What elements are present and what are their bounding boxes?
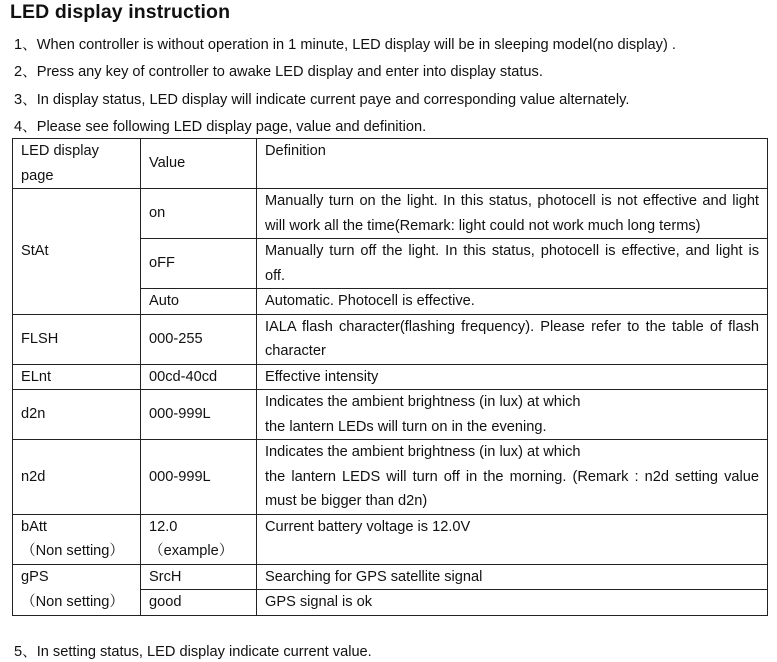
table-row (13, 564, 768, 590)
gps-good-definition: GPS signal is ok (257, 590, 768, 616)
d2n-value: 000-999L (141, 390, 257, 440)
stat-auto-definition: Automatic. Photocell is effective. (257, 289, 768, 315)
intro-line-2: 2、Press any key of controller to awake LED display and enter into display status. (14, 64, 543, 80)
batt-value-line-2: （example） (149, 543, 234, 559)
gps-srch-value: SrcH (141, 564, 257, 590)
batt-page-line-2: （Non setting） (21, 543, 125, 559)
n2d-value: 000-999L (141, 440, 257, 515)
batt-page-cell (13, 514, 141, 564)
batt-value-cell (141, 514, 257, 564)
batt-page-line-1: bAtt (21, 518, 47, 535)
d2n-definition (257, 390, 768, 440)
stat-off-definition: Manually turn off the light. In this status, photocell is effective, and light is off. (257, 239, 768, 289)
table-row (13, 364, 768, 390)
table-row (13, 189, 768, 239)
stat-off-value: oFF (141, 239, 257, 289)
n2d-page-cell: n2d (13, 440, 141, 515)
header-page-cell (13, 139, 141, 189)
page-title: LED display instruction (10, 1, 231, 23)
elnt-value: 00cd-40cd (141, 364, 257, 390)
header-definition-cell: Definition (257, 139, 768, 189)
header-value-cell: Value (141, 139, 257, 189)
batt-value-line-1: 12.0 (149, 518, 178, 535)
flsh-definition: IALA flash character(flashing frequency). Please refer to the table of flash character (257, 314, 768, 364)
elnt-definition: Effective intensity (257, 364, 768, 390)
d2n-definition-line-2: the lantern LEDs will turn on in the evening. (265, 418, 547, 435)
flsh-page-cell: FLSH (13, 314, 141, 364)
gps-page-cell (13, 564, 141, 615)
flsh-value: 000-255 (141, 314, 257, 364)
stat-auto-value: Auto (141, 289, 257, 315)
d2n-definition-line-1: Indicates the ambient brightness (in lux) at which (265, 394, 581, 410)
table-row (13, 440, 768, 515)
stat-on-definition: Manually turn on the light. In this status, photocell is not effective and light will work all the time(Remark: light could not work much long terms) (257, 189, 768, 239)
intro-line-1: 1、When controller is without operation in 1 minute, LED display will be in sleeping model(no display) . (14, 37, 676, 53)
header-page-line-2: page (21, 167, 54, 184)
header-page-line-1: LED display (21, 143, 99, 159)
gps-srch-definition: Searching for GPS satellite signal (257, 564, 768, 590)
elnt-page-cell: ELnt (13, 364, 141, 390)
gps-page-line-1: gPS (21, 569, 49, 585)
table-row (13, 314, 768, 364)
table-row (13, 514, 768, 564)
n2d-definition-line-2: the lantern LEDS will turn off in the morning. (Remark : n2d setting value must be bigger than d2n) (265, 468, 759, 509)
stat-page-cell: StAt (13, 189, 141, 315)
table-header-row (13, 139, 768, 189)
footer-line: 5、In setting status, LED display indicate current value. (14, 644, 372, 660)
intro-line-3: 3、In display status, LED display will indicate current paye and corresponding value alternately. (14, 92, 630, 108)
gps-page-line-2: （Non setting） (21, 593, 125, 610)
n2d-definition (257, 440, 768, 515)
table-row (13, 390, 768, 440)
intro-line-4: 4、Please see following LED display page, value and definition. (14, 119, 427, 135)
batt-definition: Current battery voltage is 12.0V (257, 514, 768, 564)
d2n-page-cell: d2n (13, 390, 141, 440)
led-display-table (12, 138, 768, 616)
stat-on-value: on (141, 189, 257, 239)
n2d-definition-line-1: Indicates the ambient brightness (in lux) at which (265, 444, 581, 460)
gps-good-value: good (141, 590, 257, 616)
